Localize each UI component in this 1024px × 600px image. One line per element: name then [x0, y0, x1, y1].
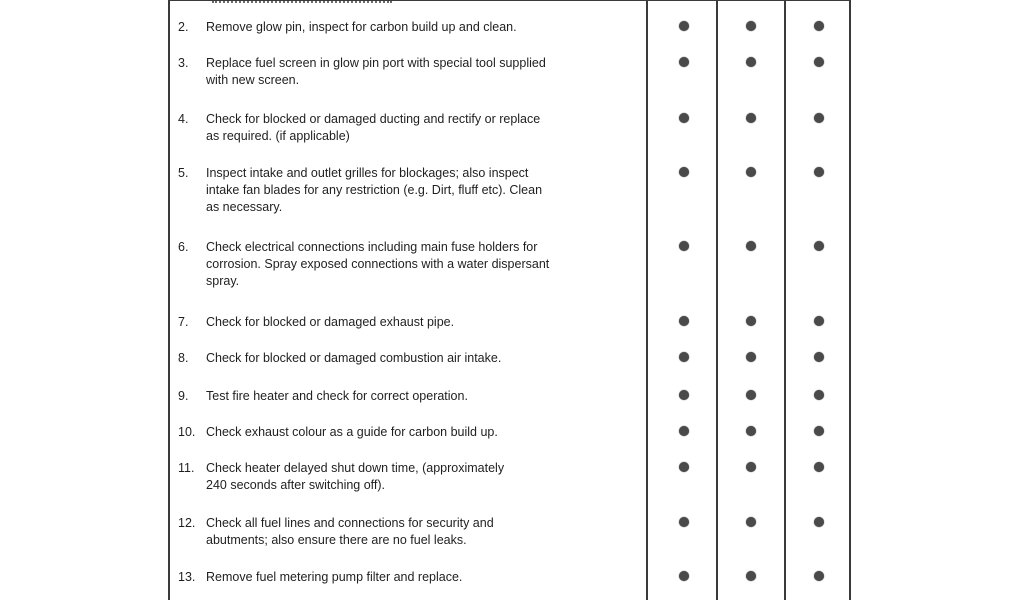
task-number: 6.	[178, 240, 189, 254]
task-description: Check for blocked or damaged combustion air intake.	[206, 351, 502, 365]
task-description: Replace fuel screen in glow pin port with special tool supplied with new screen.	[206, 56, 546, 87]
check-dot	[679, 571, 689, 581]
task-number: 10.	[178, 425, 196, 439]
task-number: 2.	[178, 20, 189, 34]
task-description: Remove fuel metering pump filter and replace.	[206, 570, 463, 584]
task-number: 13.	[178, 570, 196, 584]
check-dot	[679, 21, 689, 31]
check-dot	[679, 390, 689, 400]
check-dot	[814, 113, 824, 123]
check-dot	[814, 462, 824, 472]
check-dot	[814, 517, 824, 527]
check-dot	[814, 21, 824, 31]
task-description: Check all fuel lines and connections for security and abutments; also ensure there are no fuel leaks.	[206, 516, 494, 547]
check-dot	[746, 390, 756, 400]
task-number: 11.	[178, 461, 195, 475]
task-number: 5.	[178, 166, 189, 180]
check-dot	[679, 113, 689, 123]
check-dot	[679, 167, 689, 177]
check-dot	[814, 390, 824, 400]
check-dot	[679, 352, 689, 362]
column-divider-1	[646, 0, 648, 600]
check-dot	[814, 352, 824, 362]
check-dot	[679, 462, 689, 472]
cropped-previous-row	[212, 0, 392, 3]
task-number: 9.	[178, 389, 189, 403]
check-dot	[814, 57, 824, 67]
column-divider-3	[784, 0, 786, 600]
task-number: 8.	[178, 351, 189, 365]
task-number: 3.	[178, 56, 189, 70]
task-number: 7.	[178, 315, 189, 329]
check-dot	[746, 57, 756, 67]
check-dot	[746, 167, 756, 177]
task-description: Check for blocked or damaged exhaust pipe.	[206, 315, 455, 329]
check-dot	[746, 352, 756, 362]
check-dot	[679, 57, 689, 67]
check-dot	[814, 167, 824, 177]
task-description: Check for blocked or damaged ducting and rectify or replace as required. (if applicable)	[206, 112, 541, 143]
check-dot	[679, 517, 689, 527]
check-dot	[746, 571, 756, 581]
check-dot	[814, 426, 824, 436]
check-dot	[746, 241, 756, 251]
task-description: Remove glow pin, inspect for carbon build up and clean.	[206, 20, 517, 34]
check-dot	[746, 113, 756, 123]
column-divider-2	[716, 0, 718, 600]
check-dot	[814, 316, 824, 326]
task-description: Check electrical connections including main fuse holders for corrosion. Spray exposed connections with a water dispersant spray.	[206, 240, 550, 288]
task-number: 12.	[178, 516, 196, 530]
check-dot	[746, 517, 756, 527]
table-right-border	[849, 0, 851, 600]
check-dot	[746, 21, 756, 31]
task-number: 4.	[178, 112, 189, 126]
table-left-border	[168, 0, 170, 600]
check-dot	[679, 316, 689, 326]
check-dot	[746, 316, 756, 326]
task-description: Check exhaust colour as a guide for carbon build up.	[206, 425, 498, 439]
check-dot	[746, 462, 756, 472]
task-description: Test fire heater and check for correct operation.	[206, 389, 468, 403]
check-dot	[679, 426, 689, 436]
check-dot	[679, 241, 689, 251]
check-dot	[814, 571, 824, 581]
task-description: Check heater delayed shut down time, (approximately 240 seconds after switching off).	[206, 461, 505, 492]
task-description: Inspect intake and outlet grilles for blockages; also inspect intake fan blades for any restriction (e.g. Dirt, fluff etc). Clean as necessary.	[206, 166, 543, 214]
check-dot	[814, 241, 824, 251]
check-dot	[746, 426, 756, 436]
